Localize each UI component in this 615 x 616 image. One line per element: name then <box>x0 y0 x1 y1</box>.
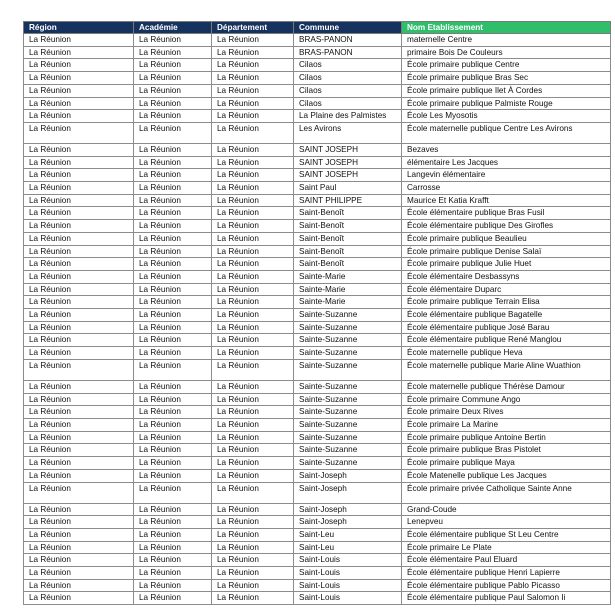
cell-commune[interactable]: SAINT PHILIPPE <box>294 194 402 207</box>
cell-departement[interactable]: La Réunion <box>212 296 294 309</box>
cell-departement[interactable]: La Réunion <box>212 110 294 123</box>
table-row <box>24 482 611 503</box>
header-departement[interactable]: Département <box>212 22 294 34</box>
cell-etablissement[interactable]: Langevin élémentaire <box>402 169 611 182</box>
cell-etablissement[interactable]: École primaire La Marine <box>402 418 611 431</box>
cell-commune[interactable]: Saint-Joseph <box>294 469 402 482</box>
cell-commune[interactable]: Sainte-Marie <box>294 296 402 309</box>
cell-commune[interactable]: Sainte-Suzanne <box>294 380 402 393</box>
cell-commune[interactable]: Saint-Louis <box>294 567 402 580</box>
table-row <box>24 431 611 444</box>
table-row <box>24 97 611 110</box>
table-body <box>24 34 611 605</box>
table-row <box>24 283 611 296</box>
cell-commune[interactable]: Saint-Louis <box>294 592 402 605</box>
cell-etablissement[interactable]: École élémentaire publique Bras Fusil <box>402 207 611 220</box>
cell-departement[interactable]: La Réunion <box>212 97 294 110</box>
cell-departement[interactable]: La Réunion <box>212 592 294 605</box>
cell-departement[interactable]: La Réunion <box>212 34 294 47</box>
cell-commune[interactable]: Saint-Benoît <box>294 220 402 233</box>
cell-region[interactable]: La Réunion <box>24 34 134 47</box>
cell-academie[interactable]: La Réunion <box>134 503 212 516</box>
cell-etablissement[interactable]: École élémentaire publique Pablo Picasso <box>402 579 611 592</box>
cell-academie[interactable]: La Réunion <box>134 444 212 457</box>
cell-commune[interactable]: Les Avirons <box>294 122 402 143</box>
cell-region[interactable]: La Réunion <box>24 232 134 245</box>
cell-commune[interactable]: Saint-Joseph <box>294 503 402 516</box>
cell-academie[interactable]: La Réunion <box>134 84 212 97</box>
cell-departement[interactable]: La Réunion <box>212 347 294 360</box>
cell-departement[interactable]: La Réunion <box>212 245 294 258</box>
cell-academie[interactable]: La Réunion <box>134 469 212 482</box>
table-row <box>24 309 611 322</box>
cell-commune[interactable]: Saint-Leu <box>294 528 402 541</box>
cell-departement[interactable]: La Réunion <box>212 309 294 322</box>
cell-departement[interactable]: La Réunion <box>212 207 294 220</box>
cell-etablissement[interactable]: École primaire publique Beaulieu <box>402 232 611 245</box>
cell-departement[interactable]: La Réunion <box>212 232 294 245</box>
cell-etablissement[interactable]: élémentaire Les Jacques <box>402 156 611 169</box>
cell-academie[interactable]: La Réunion <box>134 283 212 296</box>
cell-academie[interactable]: La Réunion <box>134 528 212 541</box>
cell-departement[interactable]: La Réunion <box>212 72 294 85</box>
cell-departement[interactable]: La Réunion <box>212 503 294 516</box>
cell-departement[interactable]: La Réunion <box>212 444 294 457</box>
cell-etablissement[interactable]: École élémentaire publique St Leu Centre <box>402 528 611 541</box>
cell-region[interactable]: La Réunion <box>24 457 134 470</box>
table-row <box>24 554 611 567</box>
cell-etablissement[interactable]: École Matenelle publique Les Jacques <box>402 469 611 482</box>
cell-departement[interactable]: La Réunion <box>212 156 294 169</box>
cell-departement[interactable]: La Réunion <box>212 84 294 97</box>
cell-academie[interactable]: La Réunion <box>134 258 212 271</box>
cell-departement[interactable]: La Réunion <box>212 321 294 334</box>
cell-academie[interactable]: La Réunion <box>134 182 212 195</box>
cell-academie[interactable]: La Réunion <box>134 220 212 233</box>
cell-region[interactable]: La Réunion <box>24 270 134 283</box>
cell-region[interactable]: La Réunion <box>24 393 134 406</box>
table-row <box>24 296 611 309</box>
cell-region[interactable]: La Réunion <box>24 182 134 195</box>
cell-region[interactable]: La Réunion <box>24 380 134 393</box>
cell-academie[interactable]: La Réunion <box>134 97 212 110</box>
cell-etablissement[interactable]: École primaire publique Antoine Bertin <box>402 431 611 444</box>
cell-etablissement[interactable]: Carrosse <box>402 182 611 195</box>
cell-commune[interactable]: Sainte-Suzanne <box>294 444 402 457</box>
cell-etablissement[interactable]: Lenepveu <box>402 516 611 529</box>
cell-region[interactable]: La Réunion <box>24 541 134 554</box>
cell-departement[interactable]: La Réunion <box>212 541 294 554</box>
cell-etablissement[interactable]: École primaire publique Denise Salaï <box>402 245 611 258</box>
cell-etablissement[interactable]: École élémentaire Duparc <box>402 283 611 296</box>
cell-academie[interactable]: La Réunion <box>134 245 212 258</box>
cell-etablissement[interactable]: École Les Myosotis <box>402 110 611 123</box>
table-row <box>24 84 611 97</box>
cell-academie[interactable]: La Réunion <box>134 321 212 334</box>
cell-academie[interactable]: La Réunion <box>134 554 212 567</box>
cell-region[interactable]: La Réunion <box>24 579 134 592</box>
table-row <box>24 72 611 85</box>
cell-departement[interactable]: La Réunion <box>212 516 294 529</box>
cell-etablissement[interactable]: École primaire publique Julie Huet <box>402 258 611 271</box>
table-row <box>24 528 611 541</box>
cell-academie[interactable]: La Réunion <box>134 232 212 245</box>
cell-commune[interactable]: Saint-Benoît <box>294 245 402 258</box>
cell-commune[interactable]: SAINT JOSEPH <box>294 156 402 169</box>
cell-etablissement[interactable]: École primaire publique Bras Pistolet <box>402 444 611 457</box>
table-row <box>24 418 611 431</box>
cell-commune[interactable]: Sainte-Suzanne <box>294 406 402 419</box>
cell-commune[interactable]: Sainte-Suzanne <box>294 309 402 322</box>
cell-region[interactable]: La Réunion <box>24 122 134 143</box>
cell-region[interactable]: La Réunion <box>24 431 134 444</box>
cell-commune[interactable]: Sainte-Suzanne <box>294 431 402 444</box>
cell-etablissement[interactable]: École primaire Le Plate <box>402 541 611 554</box>
cell-departement[interactable]: La Réunion <box>212 334 294 347</box>
cell-commune[interactable]: Saint Paul <box>294 182 402 195</box>
cell-departement[interactable]: La Réunion <box>212 220 294 233</box>
cell-academie[interactable]: La Réunion <box>134 592 212 605</box>
cell-commune[interactable]: BRAS-PANON <box>294 46 402 59</box>
cell-region[interactable]: La Réunion <box>24 503 134 516</box>
cell-commune[interactable]: Saint-Joseph <box>294 482 402 503</box>
cell-region[interactable]: La Réunion <box>24 97 134 110</box>
cell-region[interactable]: La Réunion <box>24 59 134 72</box>
cell-departement[interactable]: La Réunion <box>212 457 294 470</box>
table-row <box>24 334 611 347</box>
cell-region[interactable]: La Réunion <box>24 220 134 233</box>
table-row <box>24 194 611 207</box>
cell-commune[interactable]: Cilaos <box>294 59 402 72</box>
cell-region[interactable]: La Réunion <box>24 110 134 123</box>
cell-etablissement[interactable]: École primaire publique Palmiste Rouge <box>402 97 611 110</box>
cell-academie[interactable]: La Réunion <box>134 393 212 406</box>
cell-departement[interactable]: La Réunion <box>212 283 294 296</box>
cell-academie[interactable]: La Réunion <box>134 380 212 393</box>
table-row <box>24 245 611 258</box>
cell-departement[interactable]: La Réunion <box>212 554 294 567</box>
header-academie[interactable]: Académie <box>134 22 212 34</box>
cell-etablissement[interactable]: Maurice Et Katia Krafft <box>402 194 611 207</box>
cell-region[interactable]: La Réunion <box>24 207 134 220</box>
cell-academie[interactable]: La Réunion <box>134 567 212 580</box>
cell-departement[interactable]: La Réunion <box>212 122 294 143</box>
cell-commune[interactable]: Cilaos <box>294 84 402 97</box>
cell-commune[interactable]: Sainte-Suzanne <box>294 347 402 360</box>
cell-region[interactable]: La Réunion <box>24 169 134 182</box>
cell-departement[interactable]: La Réunion <box>212 182 294 195</box>
cell-academie[interactable]: La Réunion <box>134 59 212 72</box>
cell-departement[interactable]: La Réunion <box>212 406 294 419</box>
cell-etablissement[interactable]: École élémentaire publique Henri Lapierre <box>402 567 611 580</box>
cell-region[interactable]: La Réunion <box>24 469 134 482</box>
cell-region[interactable]: La Réunion <box>24 143 134 156</box>
cell-academie[interactable]: La Réunion <box>134 194 212 207</box>
cell-academie[interactable]: La Réunion <box>134 406 212 419</box>
cell-academie[interactable]: La Réunion <box>134 418 212 431</box>
cell-region[interactable]: La Réunion <box>24 444 134 457</box>
cell-region[interactable]: La Réunion <box>24 418 134 431</box>
cell-commune[interactable]: SAINT JOSEPH <box>294 143 402 156</box>
cell-departement[interactable]: La Réunion <box>212 258 294 271</box>
cell-etablissement[interactable]: École maternelle publique Heva <box>402 347 611 360</box>
table-row <box>24 380 611 393</box>
table-row <box>24 143 611 156</box>
cell-etablissement[interactable]: École élémentaire publique Des Girofles <box>402 220 611 233</box>
cell-region[interactable]: La Réunion <box>24 84 134 97</box>
cell-commune[interactable]: Sainte-Suzanne <box>294 457 402 470</box>
cell-region[interactable]: La Réunion <box>24 72 134 85</box>
cell-etablissement[interactable]: École primaire publique Maya <box>402 457 611 470</box>
cell-departement[interactable]: La Réunion <box>212 482 294 503</box>
cell-academie[interactable]: La Réunion <box>134 46 212 59</box>
table-row <box>24 232 611 245</box>
cell-commune[interactable]: BRAS-PANON <box>294 34 402 47</box>
cell-commune[interactable]: Sainte-Suzanne <box>294 359 402 380</box>
cell-academie[interactable]: La Réunion <box>134 156 212 169</box>
cell-etablissement[interactable]: primaire Bois De Couleurs <box>402 46 611 59</box>
table-row <box>24 444 611 457</box>
cell-region[interactable]: La Réunion <box>24 309 134 322</box>
cell-etablissement[interactable]: École élémentaire publique René Manglou <box>402 334 611 347</box>
table-row <box>24 46 611 59</box>
cell-commune[interactable]: SAINT JOSEPH <box>294 169 402 182</box>
table-row <box>24 567 611 580</box>
cell-departement[interactable]: La Réunion <box>212 59 294 72</box>
cell-commune[interactable]: Saint-Benoît <box>294 207 402 220</box>
table-row <box>24 516 611 529</box>
cell-commune[interactable]: Saint-Joseph <box>294 516 402 529</box>
table-row <box>24 156 611 169</box>
cell-academie[interactable]: La Réunion <box>134 270 212 283</box>
cell-etablissement[interactable]: École maternelle publique Thérèse Damour <box>402 380 611 393</box>
cell-etablissement[interactable]: École primaire Commune Ango <box>402 393 611 406</box>
cell-academie[interactable]: La Réunion <box>134 143 212 156</box>
table-row <box>24 393 611 406</box>
table-row <box>24 347 611 360</box>
cell-academie[interactable]: La Réunion <box>134 110 212 123</box>
cell-region[interactable]: La Réunion <box>24 245 134 258</box>
cell-commune[interactable]: Sainte-Suzanne <box>294 334 402 347</box>
cell-academie[interactable]: La Réunion <box>134 72 212 85</box>
cell-departement[interactable]: La Réunion <box>212 270 294 283</box>
cell-region[interactable]: La Réunion <box>24 359 134 380</box>
cell-etablissement[interactable]: École élémentaire publique Paul Salomon Ii <box>402 592 611 605</box>
cell-etablissement[interactable]: École élémentaire Desbassyns <box>402 270 611 283</box>
cell-departement[interactable]: La Réunion <box>212 380 294 393</box>
cell-commune[interactable]: Sainte-Suzanne <box>294 393 402 406</box>
cell-departement[interactable]: La Réunion <box>212 169 294 182</box>
cell-commune[interactable]: Saint-Louis <box>294 554 402 567</box>
cell-departement[interactable]: La Réunion <box>212 528 294 541</box>
cell-departement[interactable]: La Réunion <box>212 393 294 406</box>
cell-academie[interactable]: La Réunion <box>134 482 212 503</box>
table-row <box>24 469 611 482</box>
cell-etablissement[interactable]: Grand-Coude <box>402 503 611 516</box>
table-row <box>24 359 611 380</box>
cell-academie[interactable]: La Réunion <box>134 541 212 554</box>
table-row <box>24 541 611 554</box>
cell-etablissement[interactable]: École maternelle publique Marie Aline Wuathion <box>402 359 611 380</box>
header-region[interactable]: Région <box>24 22 134 34</box>
table-row <box>24 406 611 419</box>
cell-commune[interactable]: Cilaos <box>294 97 402 110</box>
cell-region[interactable]: La Réunion <box>24 296 134 309</box>
table-row <box>24 182 611 195</box>
cell-academie[interactable]: La Réunion <box>134 309 212 322</box>
cell-etablissement[interactable]: École primaire publique Terrain Elisa <box>402 296 611 309</box>
cell-etablissement[interactable]: École primaire publique Centre <box>402 59 611 72</box>
table-row <box>24 579 611 592</box>
cell-departement[interactable]: La Réunion <box>212 431 294 444</box>
cell-departement[interactable]: La Réunion <box>212 579 294 592</box>
cell-region[interactable]: La Réunion <box>24 516 134 529</box>
cell-etablissement[interactable]: Bezaves <box>402 143 611 156</box>
table-row <box>24 169 611 182</box>
table-row <box>24 59 611 72</box>
cell-region[interactable]: La Réunion <box>24 156 134 169</box>
cell-region[interactable]: La Réunion <box>24 482 134 503</box>
cell-academie[interactable]: La Réunion <box>134 207 212 220</box>
cell-commune[interactable]: Sainte-Marie <box>294 283 402 296</box>
cell-departement[interactable]: La Réunion <box>212 359 294 380</box>
cell-commune[interactable]: Sainte-Marie <box>294 270 402 283</box>
cell-departement[interactable]: La Réunion <box>212 469 294 482</box>
cell-commune[interactable]: La Plaine des Palmistes <box>294 110 402 123</box>
cell-region[interactable]: La Réunion <box>24 321 134 334</box>
cell-region[interactable]: La Réunion <box>24 283 134 296</box>
cell-region[interactable]: La Réunion <box>24 592 134 605</box>
cell-region[interactable]: La Réunion <box>24 46 134 59</box>
cell-academie[interactable]: La Réunion <box>134 34 212 47</box>
cell-region[interactable]: La Réunion <box>24 554 134 567</box>
table-row <box>24 110 611 123</box>
cell-departement[interactable]: La Réunion <box>212 418 294 431</box>
cell-etablissement[interactable]: École élémentaire Paul Eluard <box>402 554 611 567</box>
cell-commune[interactable]: Sainte-Suzanne <box>294 321 402 334</box>
cell-region[interactable]: La Réunion <box>24 347 134 360</box>
spreadsheet <box>23 21 610 605</box>
cell-region[interactable]: La Réunion <box>24 406 134 419</box>
cell-academie[interactable]: La Réunion <box>134 347 212 360</box>
cell-departement[interactable]: La Réunion <box>212 46 294 59</box>
cell-departement[interactable]: La Réunion <box>212 567 294 580</box>
cell-commune[interactable]: Saint-Benoît <box>294 232 402 245</box>
cell-academie[interactable]: La Réunion <box>134 122 212 143</box>
cell-academie[interactable]: La Réunion <box>134 431 212 444</box>
table-row <box>24 34 611 47</box>
cell-etablissement[interactable]: École maternelle publique Centre Les Avirons <box>402 122 611 143</box>
table-row <box>24 321 611 334</box>
cell-etablissement[interactable]: École primaire publique Bras Sec <box>402 72 611 85</box>
table-row <box>24 457 611 470</box>
cell-departement[interactable]: La Réunion <box>212 194 294 207</box>
cell-academie[interactable]: La Réunion <box>134 457 212 470</box>
cell-academie[interactable]: La Réunion <box>134 296 212 309</box>
cell-etablissement[interactable]: École élémentaire publique Bagatelle <box>402 309 611 322</box>
table-row <box>24 258 611 271</box>
cell-commune[interactable]: Cilaos <box>294 72 402 85</box>
header-commune[interactable]: Commune <box>294 22 402 34</box>
cell-region[interactable]: La Réunion <box>24 258 134 271</box>
cell-etablissement[interactable]: École primaire privée Catholique Sainte Anne <box>402 482 611 503</box>
table-row <box>24 122 611 143</box>
cell-academie[interactable]: La Réunion <box>134 579 212 592</box>
cell-commune[interactable]: Saint-Benoît <box>294 258 402 271</box>
schools-table <box>23 21 611 605</box>
cell-commune[interactable]: Saint-Leu <box>294 541 402 554</box>
cell-region[interactable]: La Réunion <box>24 528 134 541</box>
cell-departement[interactable]: La Réunion <box>212 143 294 156</box>
cell-commune[interactable]: Saint-Louis <box>294 579 402 592</box>
cell-academie[interactable]: La Réunion <box>134 516 212 529</box>
cell-region[interactable]: La Réunion <box>24 334 134 347</box>
table-row <box>24 220 611 233</box>
table-row <box>24 207 611 220</box>
cell-etablissement[interactable]: École primaire publique Ilet À Cordes <box>402 84 611 97</box>
header-etablissement[interactable]: Nom Etablissement <box>402 22 611 34</box>
cell-academie[interactable]: La Réunion <box>134 334 212 347</box>
cell-commune[interactable]: Sainte-Suzanne <box>294 418 402 431</box>
table-row <box>24 503 611 516</box>
cell-academie[interactable]: La Réunion <box>134 169 212 182</box>
cell-region[interactable]: La Réunion <box>24 567 134 580</box>
cell-etablissement[interactable]: École primaire Deux Rives <box>402 406 611 419</box>
header-row <box>24 22 611 34</box>
cell-region[interactable]: La Réunion <box>24 194 134 207</box>
table-row <box>24 270 611 283</box>
cell-etablissement[interactable]: maternelle Centre <box>402 34 611 47</box>
cell-academie[interactable]: La Réunion <box>134 359 212 380</box>
table-row <box>24 592 611 605</box>
cell-etablissement[interactable]: École élémentaire publique José Barau <box>402 321 611 334</box>
